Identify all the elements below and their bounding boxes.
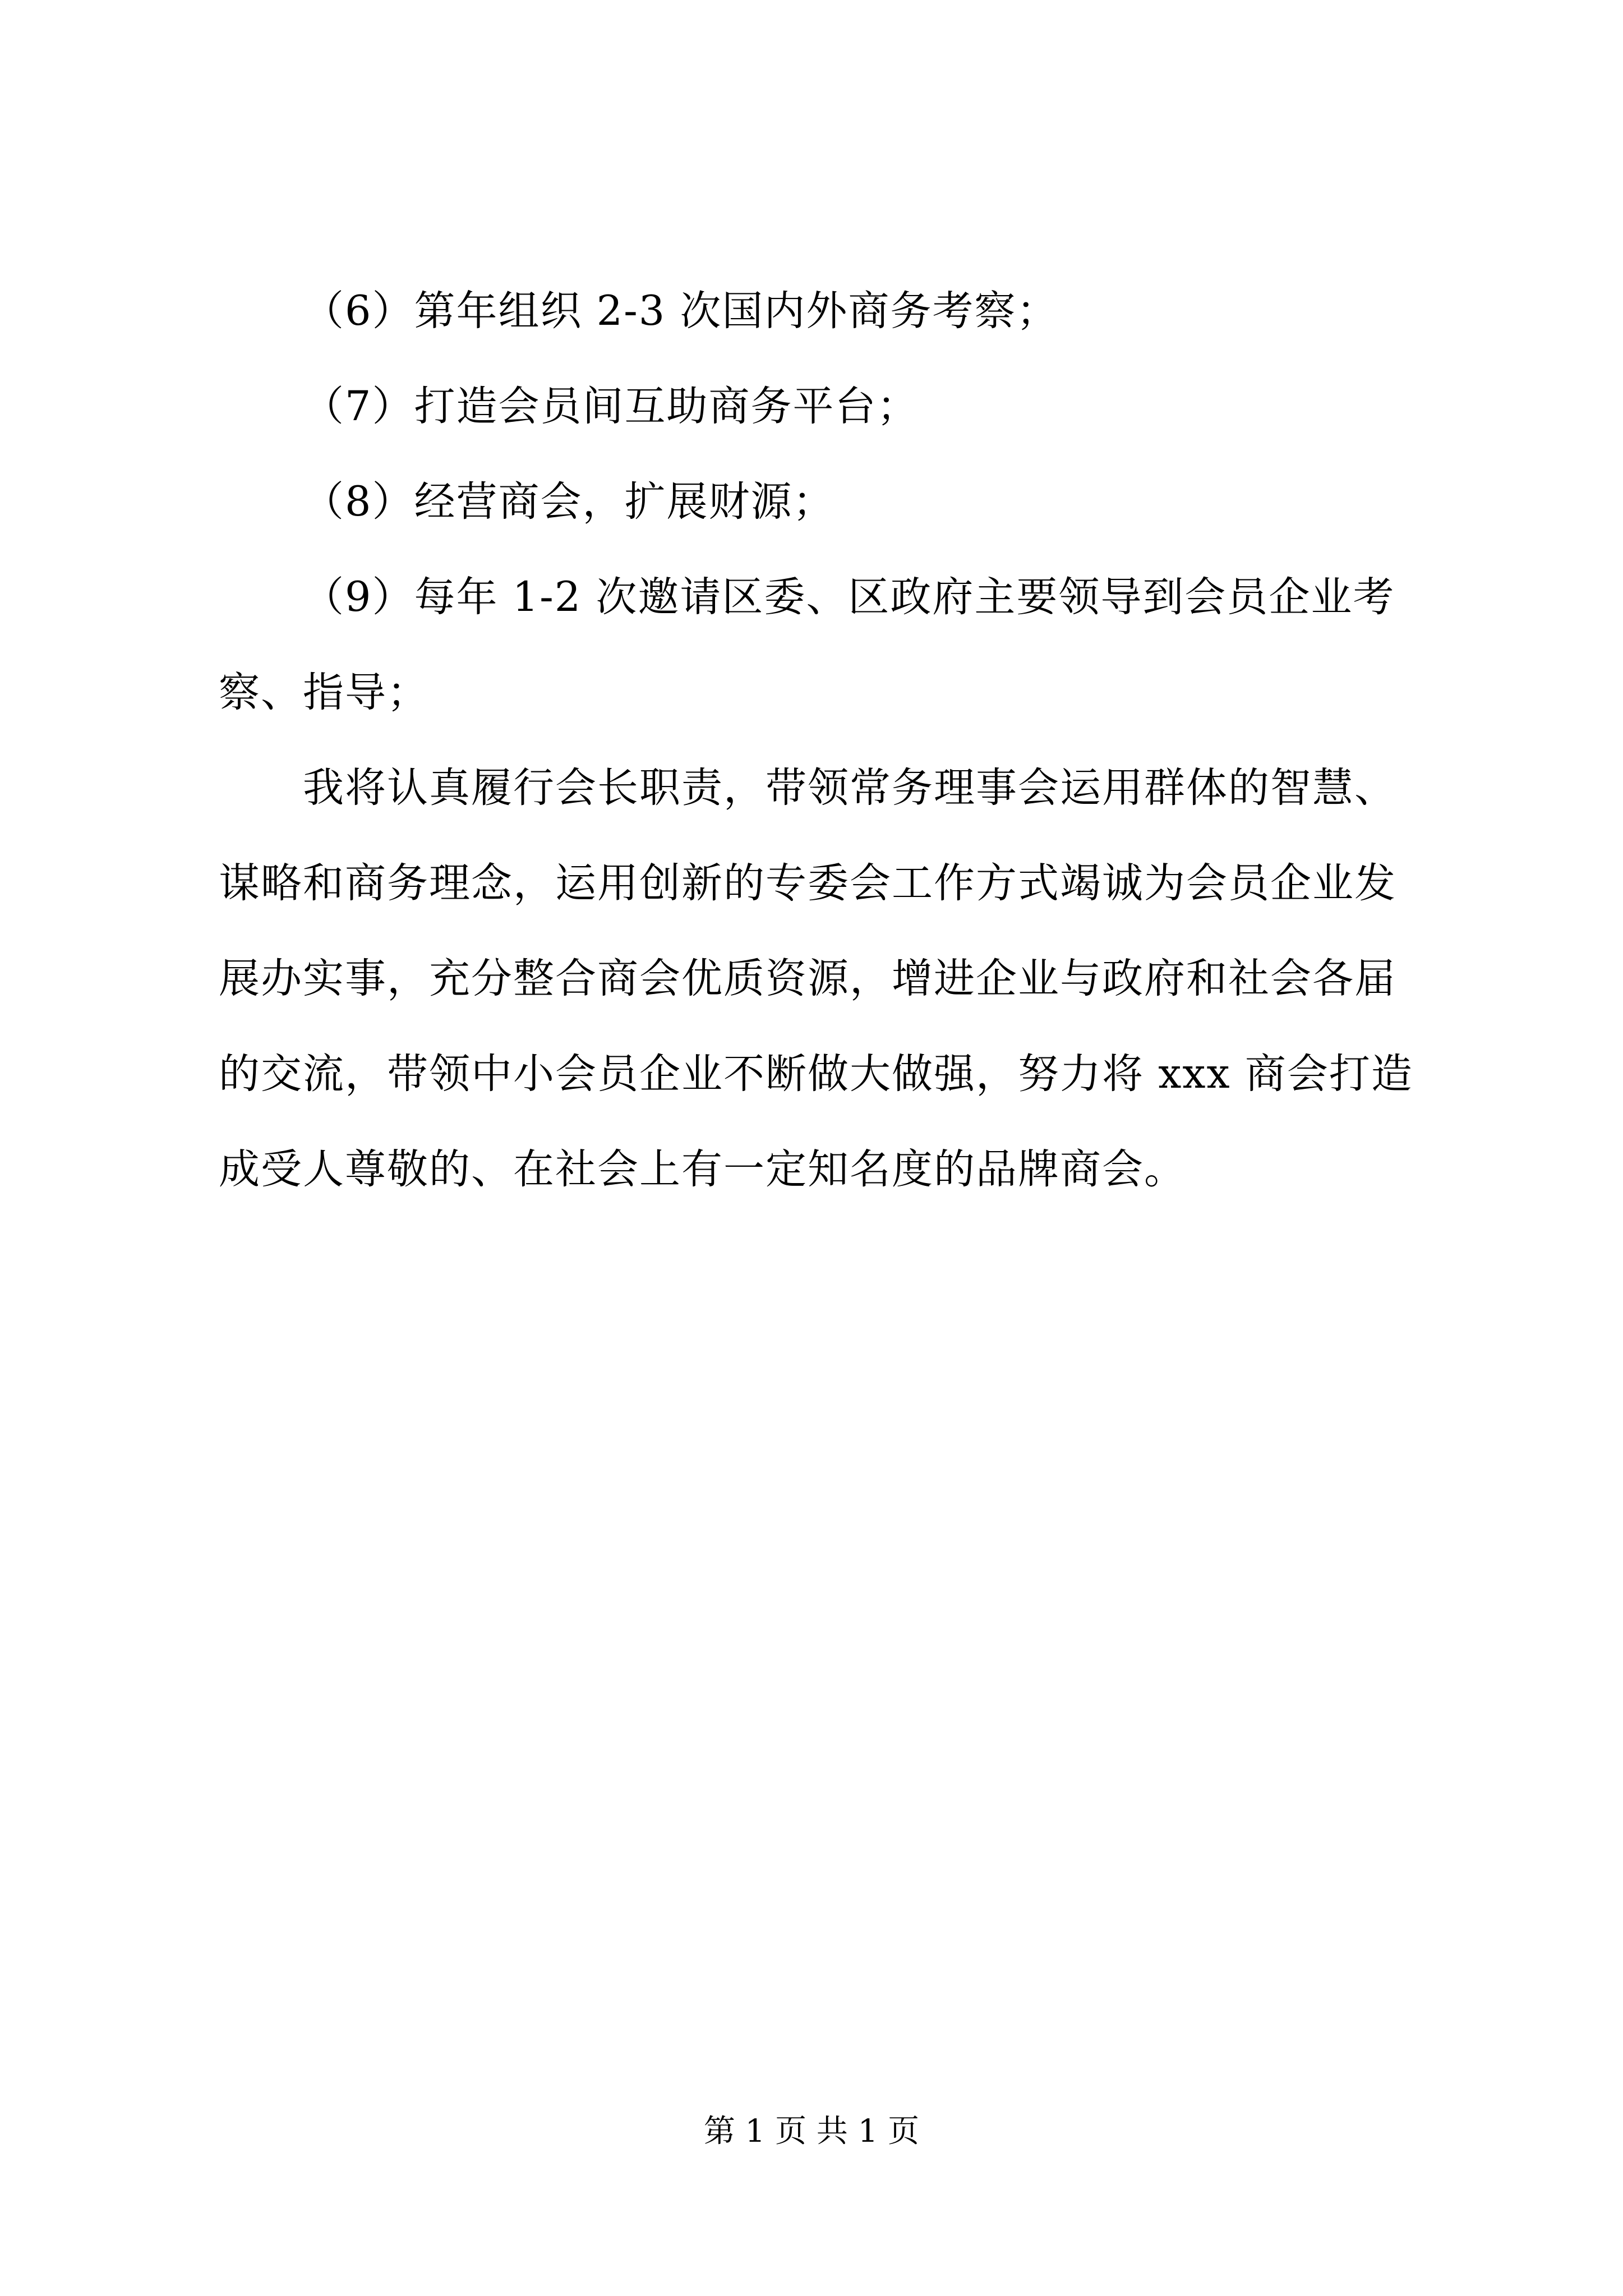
list-item-7: （7）打造会员间互助商务平台； (303, 383, 919, 430)
page-footer: 第 1 页 共 1 页 (703, 2113, 920, 2150)
document-body (219, 264, 1413, 1217)
list-item-6: （6）第年组织 2-3 次国内外商务考察； (303, 287, 1059, 335)
paragraph-line: 谋略和商务理念，运用创新的专委会工作方式竭诚为会员企业发 (219, 859, 1396, 907)
list-item-9-continued: 察、指导； (219, 669, 429, 716)
list-item-9: （9）每年 1-2 次邀请区委、区政府主要领导到会员企业考 (303, 573, 1395, 621)
paragraph-line: 的交流，带领中小会员企业不断做大做强，努力将 xxx 商会打造 (219, 1050, 1413, 1098)
list-item-8: （8）经营商会，扩展财源； (303, 478, 835, 526)
paragraph-line: 我将认真履行会长职责，带领常务理事会运用群体的智慧、 (303, 764, 1396, 812)
paragraph-line: 成受人尊敬的、在社会上有一定知名度的品牌商会。 (219, 1145, 1186, 1193)
paragraph-line: 展办实事，充分整合商会优质资源，增进企业与政府和社会各届 (219, 955, 1396, 1002)
